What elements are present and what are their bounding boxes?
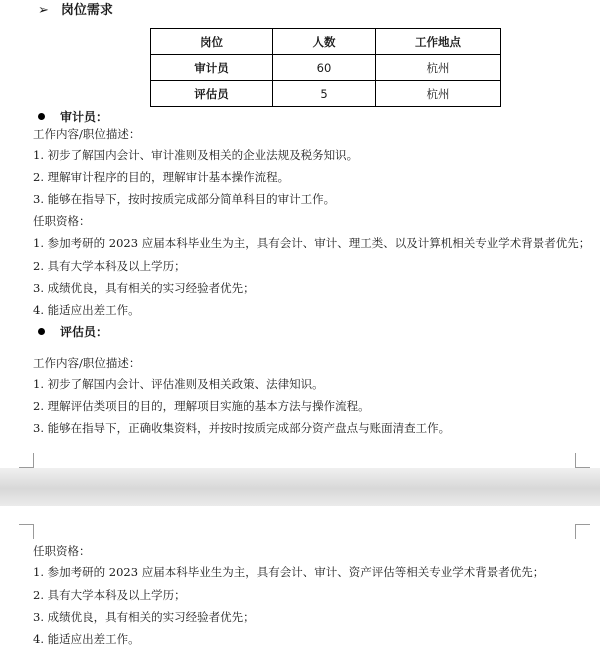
list-item: 3. 能够在指导下，按时按质完成部分简单科目的审计工作。	[33, 192, 336, 206]
auditor-title: 审计员：	[60, 110, 109, 124]
list-item: 1. 参加考研的 2023 应届本科毕业生为主，具有会计、审计、资产评估等相关专业学术背景者优先；	[33, 565, 545, 579]
table-cell: 审计员	[151, 55, 273, 81]
list-item: 1. 初步了解国内会计、审计准则及相关的企业法规及税务知识。	[33, 148, 359, 162]
list-item: 4. 能适应出差工作。	[33, 632, 140, 646]
bullet-dot-icon	[38, 328, 45, 335]
assessor-title: 评估员：	[60, 325, 109, 339]
page-gap	[0, 468, 600, 506]
auditor-bullet	[38, 109, 108, 125]
list-item: 1. 参加考研的 2023 应届本科毕业生为主，具有会计、审计、理工类、以及计算机相关专业学术背景者优先；	[33, 236, 591, 250]
positions-table	[150, 28, 501, 107]
table-cell: 60	[273, 55, 376, 81]
page-corner-mark	[575, 453, 590, 468]
list-item: 3. 成绩优良，具有相关的实习经验者优先；	[33, 281, 255, 295]
assessor-req-heading: 任职资格：	[33, 544, 91, 558]
list-item: 2. 具有大学本科及以上学历；	[33, 259, 186, 273]
list-item: 2. 具有大学本科及以上学历；	[33, 588, 186, 602]
section-title: 岗位需求	[60, 3, 113, 18]
list-item: 1. 初步了解国内会计、评估准则及相关政策、法律知识。	[33, 377, 324, 391]
table-cell: 杭州	[376, 81, 501, 107]
table-header-cell: 工作地点	[376, 29, 501, 55]
table-cell: 5	[273, 81, 376, 107]
list-item: 2. 理解评估类项目的目的，理解项目实施的基本方法与操作流程。	[33, 399, 370, 413]
table-row	[151, 55, 501, 81]
table-header-cell: 人数	[273, 29, 376, 55]
auditor-duties-heading: 工作内容/职位描述：	[33, 127, 141, 141]
page-corner-mark	[19, 524, 34, 539]
table-header-row	[151, 29, 501, 55]
table-cell: 评估员	[151, 81, 273, 107]
assessor-duties-heading: 工作内容/职位描述：	[33, 356, 141, 370]
page-corner-mark	[575, 524, 590, 539]
list-item: 2. 理解审计程序的目的，理解审计基本操作流程。	[33, 170, 290, 184]
page-corner-mark	[19, 453, 34, 468]
auditor-req-heading: 任职资格：	[33, 214, 91, 228]
list-item: 4. 能适应出差工作。	[33, 303, 140, 317]
list-item: 3. 能够在指导下，正确收集资料，并按时按质完成部分资产盘点与账面清查工作。	[33, 421, 451, 435]
table-row	[151, 81, 501, 107]
list-item: 3. 成绩优良，具有相关的实习经验者优先；	[33, 610, 255, 624]
arrow-bullet-icon: ➢	[38, 3, 49, 18]
assessor-bullet	[38, 324, 108, 340]
table-header-cell: 岗位	[151, 29, 273, 55]
document-page-2	[0, 506, 600, 654]
bullet-dot-icon	[38, 113, 45, 120]
table-cell: 杭州	[376, 55, 501, 81]
section-heading	[38, 2, 113, 20]
